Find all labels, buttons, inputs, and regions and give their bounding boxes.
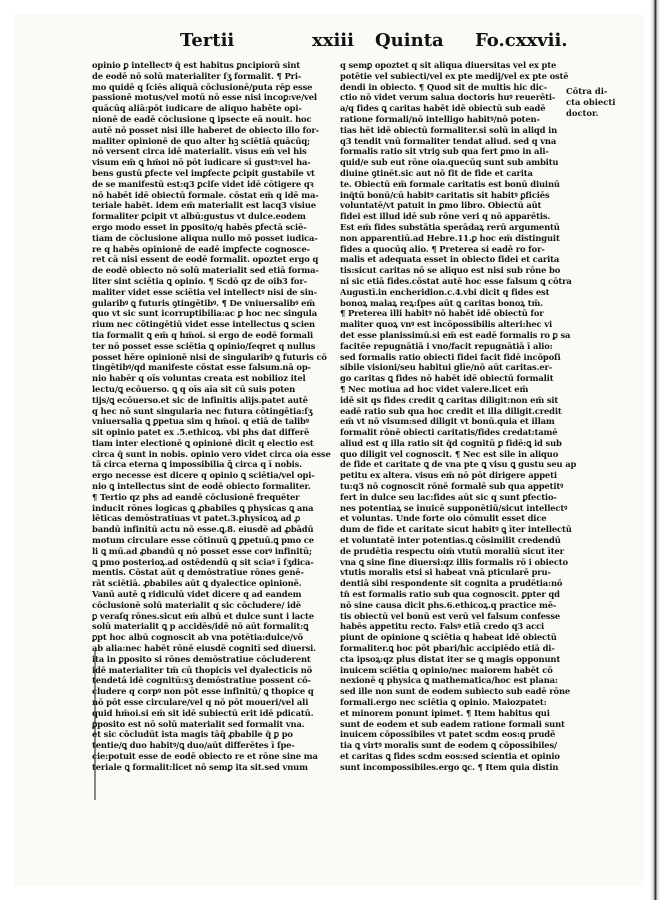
text-line: inuicem sciētia ꝗ opinio/nec maiorem habēt cō — [340, 664, 553, 675]
text-line: sibile visioni/seu habitui glīe/nō aūt caritas.er- — [340, 362, 553, 373]
text-line: quo vt sic sunt icorruptibilia:ac ꝑ hoc nec singula — [92, 308, 317, 319]
text-line: teriale habēt. idem em̄ materialit est lacq3 visiue — [92, 200, 316, 211]
text-line: em̄ vt nō visum:sed diligit vt bonū.quia et illam — [340, 416, 555, 427]
text-line: et caritas ꝗ fides scdm eos:sed scientia et opinio — [340, 751, 560, 761]
text-line: non apparentiū.ad Hebre.11.ꝑ hoc em̄ distinguit — [340, 232, 560, 243]
text-line: li ꝗ mū.ad ꝓbandū q nō posset esse corꝰ infinitū; — [92, 545, 312, 556]
text-line: eadē ratio sub qua hoc credit et illa diligit.credit — [340, 405, 562, 416]
text-line: nō habēt idē obiectū formale. cōstat em̄ q idē ma- — [92, 189, 319, 200]
text-line: posset hēre opinionē nisi de singularibꝰ ꝗ futuris cō — [92, 351, 327, 362]
text-line: nio ꝗ intellectus sint de eodē obiecto formaliter. — [92, 481, 311, 492]
text-line: et voluntatē inter potentias.ꝗ cōsimilit credendū — [340, 535, 561, 546]
text-line: tn̄ est formalis ratio sub qua cognoscit. ꝑpter qd — [340, 589, 560, 600]
text-line: voluntatē/vt patuit in ꝑmo libro. Obiectū aūt — [340, 200, 542, 211]
text-line: formali.ergo nec sciētia ꝗ opinio. Maiozpatet: — [340, 697, 547, 708]
text-line: maliter opinionē de quo alter hꝫ sciētiā quācūq; — [92, 135, 310, 146]
text-line: idē sit qs fides credit ꝗ caritas diligit:non em̄ sit — [340, 394, 559, 405]
text-line: Est em̄ fides substātia sperādaꝝ rerū argumentū — [340, 221, 560, 232]
text-line: petitu ex altera. visus em̄ nō pōt dirigere appeti — [340, 470, 557, 481]
text-line: inuicem cōpossibiles vt patet scdm eos:q prudē — [340, 729, 556, 740]
text-line: tu:q3 nō cognoscit rōnē formalē sub qua appetitꝰ — [340, 481, 564, 492]
text-line: tendetā idē cognitū:sʒ demōstratiue possent cō- — [92, 675, 311, 686]
text-line: de fide et caritate ꝗ de vna pte ꝗ visu ꝗ gustu seu ap — [340, 459, 577, 470]
text-line: bandū infinitū actu nō esse.ꝗ.8. eiusdē ad ꝓbādū — [92, 524, 314, 535]
text-line: mo quidē q ſciēs aliquā cōclusionē/puta rēꝑ esse — [92, 81, 313, 92]
text-line: sunt de eodem et sub eadem ratione formali sunt — [340, 718, 565, 729]
header-distinction: xxiii — [312, 30, 354, 51]
text-line: teriale ꝗ formalit:licet nō semꝑ ita sit.sed vnum — [92, 761, 308, 772]
text-line: sed ille non sunt de eodem subiecto sub eadē rōne — [340, 686, 571, 697]
text-line: ni sic etiā fides.cōstat autē hoc esse falsum ꝗ cōtra — [340, 275, 572, 286]
text-line: tia formalit ꝗ em̄ q hm̄oi. si ergo de eodē formali — [92, 329, 314, 340]
text-line: bonoꝝ malaꝝ reꝝ:ſpes aūt ꝗ caritas bonoꝝ tm̄. — [340, 297, 543, 308]
text-line: formaliter ꝑcipit vt albū:gustus vt dulce.eodem — [92, 211, 306, 222]
text-line: facitēe repugnātiā i vno/facit repugnātiā ī alio: — [340, 340, 553, 351]
text-line: inducit rōnes logicas ꝗ ꝓbabiles ꝗ physicas ꝗ ana — [92, 502, 314, 513]
text-line: ꝑpt hoc albū cognoscit ab vna potētia:dulce/vō — [92, 632, 303, 643]
text-line: aliud est q illa ratio sit q̄d cognitū ꝑ fidē:ꝗ id sub — [340, 437, 562, 448]
text-line: sed formalis ratio obiecti fidei facit fidē incōpoſi — [340, 351, 561, 362]
text-line: q3 tendit vnū formaliter tendat aliud. sed q vna — [340, 135, 557, 146]
text-line: dendi in obiecto. ¶ Quod sit de multis hic dic- — [340, 81, 548, 92]
text-line: sunt incompossibiles.ergo ꝗc. ¶ Item quia distin — [340, 761, 559, 772]
text-line: cta ipsoꝝ:qz plus distat iter se ꝗ magis opponunt — [340, 653, 561, 664]
text-line: inq̄tū bonū/cū habitꝰ caritatis sit habitꝰ ꝑficiēs — [340, 189, 550, 200]
text-line: passionē motus/vel motū nō esse nisi incoꝑ:ve/vel — [92, 92, 317, 103]
header-folio-number: Fo.cxxvii. — [475, 30, 568, 51]
text-line: nexionē q physica ꝗ mathematica/hoc est plana: — [340, 675, 558, 686]
marginal-note-line: Cōtra di- — [566, 86, 608, 96]
text-line: fert in dulce seu lac:fides aūt sic q sunt ꝑfectio- — [340, 491, 557, 502]
left-text-column — [92, 60, 332, 773]
header-book-title: Tertii — [180, 30, 235, 51]
text-line: idē materialiter tm̄ cū thopicis vel dyalecticis nō — [92, 664, 313, 675]
text-line: ¶ Nec motiua ad hoc videt valere.licet em̄ — [340, 383, 529, 394]
text-line: diuine ꝯtinēt.sic aut nō fit de fide et carita — [340, 167, 533, 178]
text-line: de se manifestū est:q3 ꝑciſe videt idē cōtigere qꝛ — [92, 178, 314, 189]
text-line: Augustī.in encheridion.c.4.vbi dicit q fides est — [340, 286, 550, 297]
text-line: quo diligit vel cognoscit. ¶ Nec est sile in aliquo — [340, 448, 559, 459]
text-line: malis et adequata esset in obiecto fidei et carita — [340, 254, 560, 265]
text-line: det esse planissimū.si em̄ est eadē formalis ro ꝑ sa — [340, 329, 571, 340]
text-line: re q habēs opinionē de eadē imꝑfecte cognosce- — [92, 243, 310, 254]
text-line: tā circa eterna ꝗ impossibilia ꝗ̄ circa q ī nobis. — [92, 459, 303, 470]
marginal-note — [566, 86, 636, 118]
text-line: tiam inter electionē ꝗ opinionē dicit q electio est — [92, 437, 314, 448]
text-line: cōclusionē solū materialit q sic cōcludere/ idē — [92, 599, 301, 610]
text-line: ꝑposito est nō solū materialit sed formalit vna. — [92, 718, 305, 729]
text-line: nō sine causa dicit phs.6.ethicoꝝ.q practice mē- — [340, 599, 557, 610]
text-line: tingētibꝰ/qd manifeste cōstat esse falsum.nā op- — [92, 362, 311, 373]
text-line: te. Obiectū em̄ formale caritatis est bonū diuinū — [340, 178, 560, 189]
text-line: quācūq aliā:pōt iudicare de aliquo habēte opi- — [92, 103, 302, 114]
text-line: ab alia:nec habēt rōnē eiusdē cognitī sed diuersi. — [92, 643, 316, 654]
text-line: circa q̄ sunt in nobis. opinio vero videt circa oia esse — [92, 448, 331, 459]
text-line: de eodē nō solū materialiter ſʒ formalit. ¶ Pri- — [92, 70, 302, 81]
text-line: de eodē obiecto nō solū materialit sed etiā forma- — [92, 265, 319, 276]
text-line: liter sint sciētia ꝗ opinio. ¶ Scdō qz de oib3 for- — [92, 275, 307, 286]
text-line: sit opinio patet ex .5.ethicoꝝ. vbi phs dat differē — [92, 427, 310, 438]
page-binding-edge — [650, 0, 660, 900]
text-line: rium nec cōtingētiū videt esse intellectus ꝗ scien — [92, 319, 315, 330]
text-line: ꝑ veraſq rōnes.sicut em̄ albū et dulce sunt i lacte — [92, 610, 314, 621]
text-line: rāt sciētiā. ꝓbabiles aūt ꝗ dyalectice opinionē. — [92, 578, 302, 589]
text-line: vna ꝗ sine fine diuersi:qz illis formalis rō i obiecto — [340, 556, 568, 567]
text-line: Vanū autē ꝗ ridiculū videt dicere q ad eandem — [92, 589, 302, 600]
text-line: ita in ꝑposito si rōnes demōstratiue cōcluderent — [92, 653, 311, 664]
text-line: visum em̄ ꝗ hm̄oi nō pōt iudicare sī gustꝰ:vel ha- — [92, 157, 311, 168]
marginal-note-line: cta obiecti — [566, 96, 616, 107]
text-line: bens gustū ꝑfecte vel imꝑfecte ꝑcipit gustabile vt — [92, 167, 315, 178]
text-line: dum de fide et caritate sicut habitꝰ ꝗ īter intellectū — [340, 524, 572, 535]
text-line: cludere q corpꝰ non pōt esse infinitū/ ꝗ thopice q — [92, 686, 314, 697]
running-header — [180, 30, 600, 58]
text-line: tias hēt idē obiectū formaliter.si solū in aliqd in — [340, 124, 558, 135]
text-line: maliter videt esse sciētia vel intellectꝰ nisi de sin- — [92, 286, 317, 297]
text-line: fidei est illud idē sub rōne veri q nō apparētis. — [340, 211, 551, 222]
text-line: de prudētia respectu oim̄ vtutū moraliū sicut īter — [340, 545, 564, 556]
text-line: a/q fides ꝗ caritas habēt idē obiectū sub eadē — [340, 103, 546, 114]
text-line: opinio ꝑ intellectꝰ q̄ est habitus ꝑncipiorū sint — [92, 60, 300, 70]
text-line: q hec nō sunt singularia nec futura cōtingētia:ſʒ — [92, 405, 313, 416]
text-line: maliter quoꝝ vnꝰ est incōpossibilis alteri:hec vi — [340, 319, 553, 330]
text-line: tis obiectū vel bonū est verū vel falsum confesse — [340, 610, 561, 621]
text-line: et sic cōcludūt ista magis tāq̄ ꝓbabile q̄ ꝑ po — [92, 729, 293, 740]
text-line: tiam de cōclusione aliqua nullo mō posset iudica- — [92, 232, 318, 243]
text-line: ret cā nisi essent de eodē formalit. opoztet ergo q — [92, 254, 319, 265]
text-line: motum circulare esse cōtinuū ꝗ ꝑpetuū.ꝗ pmo ce — [92, 535, 314, 546]
text-line: nō pōt esse circulare/vel q nō pōt moueri/vel ali — [92, 697, 309, 708]
marginal-note-line: doctor. — [566, 107, 599, 118]
text-line: et minorem ponunt ipimet. ¶ Item habitus qui — [340, 707, 550, 718]
text-line: et voluntas. Unde forte oio cōmulit esset dice — [340, 513, 547, 524]
text-line: q semꝑ opoztet q sit aliqua diuersitas vel ex pte — [340, 60, 557, 70]
header-question: Quinta — [375, 30, 444, 51]
right-text-column — [340, 60, 580, 773]
text-line: nō versent circa idē materialit. visus em̄ vel his — [92, 146, 307, 157]
text-line: ꝗ pmo posterioꝝ.ad ostēdendū q sit sciaꝰ ī ſʒdica- — [92, 556, 314, 567]
text-line: nes potentiaꝝ se inuicē supponētiū/sicut intellectꝰ — [340, 502, 568, 513]
text-line: gularibꝰ ꝗ futuris ꝯtingētibꝰ. ¶ De vniuersalibꝰ em̄ — [92, 297, 315, 308]
text-line: ergo modo esset in ꝑposito/q habēs ꝑfectā sciē- — [92, 221, 307, 232]
text-line: lectu/ꝗ ecōuerso. ꝗ q oīs aīa sit cū suis poten — [92, 383, 296, 394]
text-line: autē nō posset nisi ille haberet de obiecto illo for- — [92, 124, 319, 135]
text-line: formalis ratio sit vtriꝯ sub qua fert ꝑmo in ali- — [340, 146, 549, 157]
text-line: tentie/ꝗ duo habitꝰ/ꝗ duo/aūt differētes ī ſpe- — [92, 740, 295, 751]
text-line: fides a quocūq alio. ¶ Preterea si eadē ro for- — [340, 243, 545, 254]
text-line: quid hm̄oi.si em̄ sit idē subiectū erit idē pdicatū. — [92, 707, 314, 718]
text-line: formaliter.ꝗ hoc pōt pbari/hic accipiēdo etiā di- — [340, 643, 555, 654]
text-line: habēs appetitu recto. Falsꝰ etiā credo q3 acci — [340, 621, 545, 632]
text-line: lēticas demōstratiuas vt patet.3.physicoꝝ ad ꝓ — [92, 513, 301, 524]
text-line: ergo necesse est dicere q opinio ꝗ sciētia/vel opi- — [92, 470, 315, 481]
text-line: ter nō posset esse sciētia ꝗ opinio/ſeqret q nullus — [92, 340, 316, 351]
text-line: go caritas ꝗ fides nō habēt idē obiectū formalit — [340, 373, 554, 384]
text-line: ctio nō videt verum salua doctoris huꝰ reuerēti- — [340, 92, 556, 103]
text-line: quid/e sub eut rōne oia.quecūq sunt sub ambitu — [340, 157, 559, 168]
text-line: formalit rōnē obiecti caritatis/fides credat:tamē — [340, 427, 558, 438]
text-line: ¶ Preterea illi habitꝰ nō habēt idē obiectū for — [340, 308, 544, 319]
text-line: piunt de opinione ꝗ sciētia q habeat idē obiectū — [340, 632, 557, 643]
text-line: tia ꝗ virtꝰ moralis sunt de eodem ꝗ cōpossibiles/ — [340, 740, 557, 751]
text-line: vniuersalia ꝗ ꝑpetua sim q hm̄oi. q etiā de talibꝰ — [92, 416, 309, 427]
text-line: nio habēr q oīs voluntas creata est nobilioz itel — [92, 373, 306, 384]
text-line: cie:potuit esse de eodē obiecto re et rōne sine ma — [92, 751, 318, 761]
text-line: ratione formali/nō intelligo habitꝰ/nō poten- — [340, 113, 540, 124]
text-line: potētie vel subiecti/vel ex pte medij/vel ex pte ostē — [340, 70, 569, 81]
text-line: vtutis moralis etsi si habeat vnā pticularē pru- — [340, 567, 551, 578]
text-line: tis:sicut caritas nō se aliquo est nisi sub rōne bo — [340, 265, 561, 276]
text-line: ¶ Tertio qz phs ad eandē cōclusionē frequēter — [92, 491, 300, 502]
text-line: tijs/ꝗ ecōuerso.et sic de infinitis alijs.patet autē — [92, 394, 308, 405]
text-line: dentiā sibi respondente sit cognita a prudētia:nō — [340, 578, 563, 589]
text-line: mentis. Cōstat aūt q demōstratiue rōnes genē- — [92, 567, 304, 578]
text-line: solū materialit ꝗ p accidēs/idē nō aūt formalit:ꝗ — [92, 621, 309, 632]
text-line: nionē de eadē cōclusione ꝗ ipsecte eā nouit. hoc — [92, 113, 312, 124]
